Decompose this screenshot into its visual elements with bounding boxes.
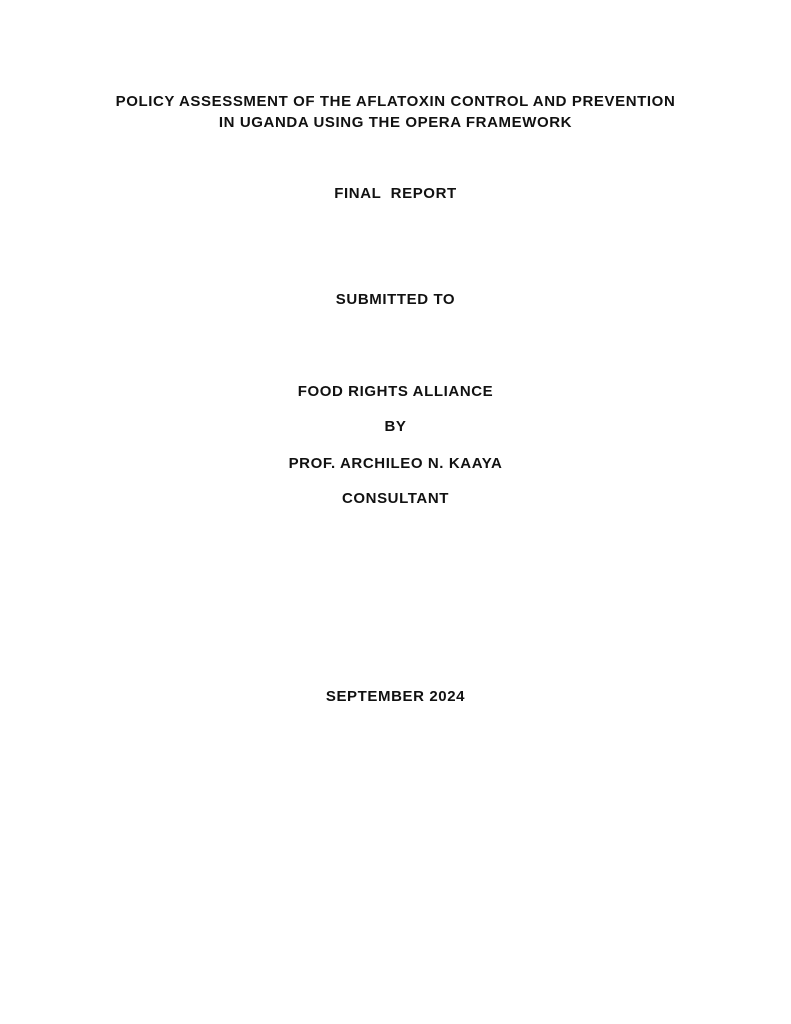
submitted-to-label: SUBMITTED TO (335, 291, 456, 308)
report-date: SEPTEMBER 2024 (325, 688, 466, 705)
author-role: CONSULTANT (341, 490, 450, 507)
recipient-name: FOOD RIGHTS ALLIANCE (297, 383, 494, 400)
report-type-label: FINAL REPORT (334, 185, 457, 202)
by-label: BY (384, 418, 407, 435)
author-name: PROF. ARCHILEO N. KAAYA (288, 455, 503, 472)
report-title-line2: IN UGANDA USING THE OPERA FRAMEWORK (218, 114, 573, 131)
report-title (0, 91, 791, 133)
report-title-line1: POLICY ASSESSMENT OF THE AFLATOXIN CONTROL AND PREVENTION (115, 93, 676, 110)
